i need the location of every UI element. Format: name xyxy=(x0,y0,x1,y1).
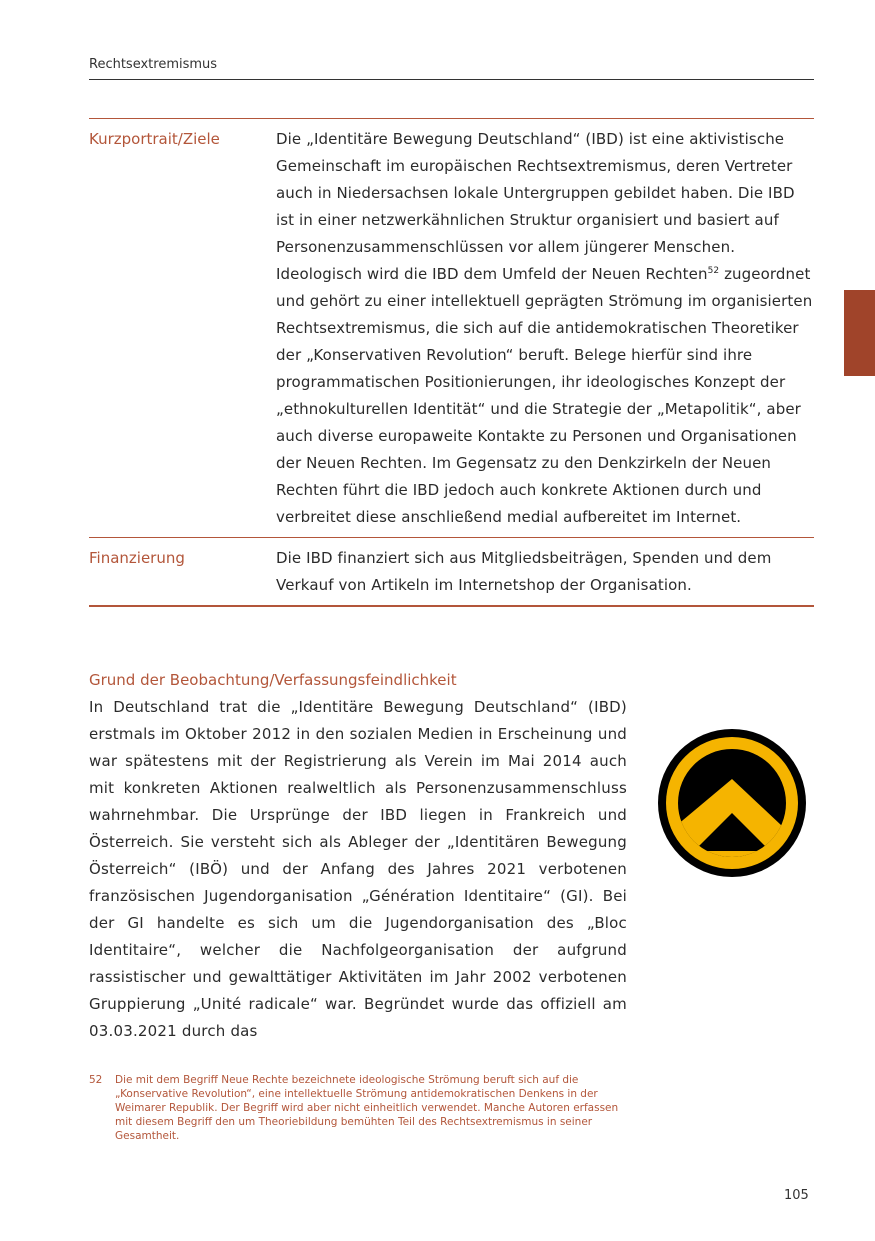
row-label: Kurzportrait/Ziele xyxy=(89,130,220,148)
lambda-emblem-icon xyxy=(658,729,806,877)
chapter-tab xyxy=(844,290,875,376)
footnote-reference[interactable]: 52 xyxy=(707,266,720,276)
row-text xyxy=(276,119,814,537)
table-row-finanzierung xyxy=(89,538,814,607)
row-text-part1: Die „Identitäre Bewegung Deutschland“ (IBD) ist eine aktivistische Gemeinschaft im europäischen Rechtsextremismus, deren Vertreter auch in Niedersachsen lokale Untergruppen gebildet haben. Die IBD ist in einer netzwerkähnlichen Struktur organisiert und basiert auf Personenzusammenschlüssen vor allem jüngerer Menschen. Ideologisch wird die IBD dem Umfeld der Neuen Rechten xyxy=(276,130,795,283)
info-table xyxy=(89,118,814,607)
running-title: Rechtsextremismus xyxy=(89,57,218,72)
page-number: 105 xyxy=(784,1188,809,1203)
footnote xyxy=(89,1073,629,1143)
row-text: Die IBD finanziert sich aus Mitgliedsbeiträgen, Spenden und dem Verkauf von Artikeln im Internetshop der Organisation. xyxy=(276,549,772,594)
body-paragraph: In Deutschland trat die „Identitäre Bewegung Deutschland“ (IBD) erstmals im Oktober 2012 in den sozialen Medien in Erscheinung und war spätestens mit der Registrierung als Verein im Mai 2014 auch mit konkreten Aktionen realweltlich als Personenzusammenschluss wahrnehmbar. Die Ursprünge der IBD liegen in Frankreich und Österreich. Sie versteht sich als Ableger der „Identitären Bewegung Österreich“ (IBÖ) und der Anfang des Jahres 2021 verbotenen französischen Jugendorganisation „Génération Identitaire“ (GI). Bei der GI handelte es sich um die Jugendorganisation des „Bloc Identitaire“, welcher die Nachfolgeorganisation der aufgrund rassistischer und gewalttätiger Aktivitäten im Jahr 2002 verbotenen Gruppierung „Unité radicale“ war. Begründet wurde das offiziell am 03.03.2021 durch das xyxy=(89,698,627,1040)
row-text-part2: zugeordnet und gehört zu einer intellektuell geprägten Strömung im organisierten Rechtsextremismus, die sich auf die antidemokratischen Theoretiker der „Konservativen Revolution“ beruft. Belege hierfür sind ihre programmatischen Positionierungen, ihr ideologisches Konzept der „ethnokulturellen Identität“ und die Strategie der „Metapolitik“, aber auch diverse europaweite Kontakte zu Personen und Organisationen der Neuen Rechten. Im Gegensatz zu den Denkzirkeln der Neuen Rechten führt die IBD jedoch auch konkrete Aktionen durch und verbreitet diese anschließend medial aufbereitet im Internet. xyxy=(276,265,813,526)
table-row-kurzportrait xyxy=(89,119,814,538)
footnote-text: Die mit dem Begriff Neue Rechte bezeichnete ideologische Strömung beruft sich auf die „Konservative Revolution“, eine intellektuelle Strömung antidemokratischen Denkens in der Weimarer Republik. Der Begriff wird aber nicht einheitlich verwendet. Manche Autoren erfassen mit diesem Begriff den um Theoriebildung bemühten Teil des Rechtsextremismus in seiner Gesamtheit. xyxy=(115,1074,619,1142)
row-label: Finanzierung xyxy=(89,549,185,567)
section-heading: Grund der Beobachtung/Verfassungsfeindlichkeit xyxy=(89,671,457,689)
footnote-number: 52 xyxy=(89,1074,103,1086)
header-rule xyxy=(89,79,814,80)
